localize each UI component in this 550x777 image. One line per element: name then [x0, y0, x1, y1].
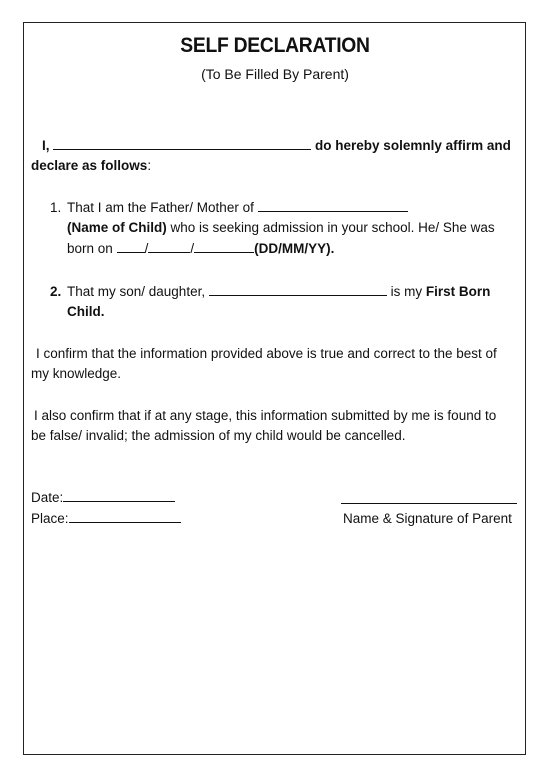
item2-child: Child.: [67, 304, 105, 319]
confirm2-line-2: be false/ invalid; the admission of my child would be cancelled.: [31, 428, 406, 443]
item2-is-my: is my: [390, 284, 423, 299]
dob-month-blank[interactable]: [148, 239, 190, 253]
child-name-blank[interactable]: [258, 198, 408, 212]
date-format-label: (DD/MM/YY).: [254, 241, 335, 256]
place-row: [31, 509, 181, 529]
intro-line-2: [31, 156, 151, 176]
intro-line-1: [42, 136, 511, 156]
child-name-blank-2[interactable]: [209, 282, 387, 296]
signature-label: Name & Signature of Parent: [343, 511, 512, 526]
item1-line-3: [67, 239, 334, 259]
confirm1-line-1: I confirm that the information provided above is true and correct to the best of: [36, 346, 497, 361]
page-border: [23, 22, 526, 755]
item2-prefix: That my son/ daughter,: [67, 284, 206, 299]
date-slash-1: /: [144, 241, 149, 256]
place-blank[interactable]: [69, 509, 181, 523]
date-label: Date:: [31, 490, 64, 505]
place-label: Place:: [31, 511, 69, 526]
item1-number: 1.: [50, 200, 62, 215]
item1-text: That I am the Father/ Mother of: [67, 200, 254, 215]
item1-line-2: [67, 218, 495, 238]
parent-name-blank[interactable]: [53, 136, 311, 150]
first-born-label: First Born: [425, 284, 491, 299]
date-blank[interactable]: [63, 488, 175, 502]
confirm1-line-2: my knowledge.: [31, 366, 122, 381]
item1-line-1: [67, 198, 408, 218]
item2-line-1: [67, 282, 490, 302]
item2-number: 2.: [50, 284, 62, 299]
intro-colon: :: [147, 158, 152, 173]
page-title: SELF DECLARATION: [180, 34, 370, 57]
date-row: [31, 488, 175, 508]
born-on-label: born on: [67, 241, 113, 256]
item1-line2-rest: who is seeking admission in your school. He/ She was: [170, 220, 495, 235]
dob-year-blank[interactable]: [194, 239, 254, 253]
confirm2-line-1: I also confirm that if at any stage, this information submitted by me is found to: [34, 408, 497, 423]
intro-prefix: I,: [42, 138, 50, 153]
date-slash-2: /: [190, 241, 195, 256]
dob-day-blank[interactable]: [117, 239, 145, 253]
page-subtitle: (To Be Filled By Parent): [201, 66, 349, 82]
name-of-child-label: (Name of Child): [67, 220, 167, 235]
signature-line[interactable]: [341, 503, 517, 504]
intro-suffix: do hereby solemnly affirm and: [315, 138, 511, 153]
intro-declare: declare as follows: [31, 158, 148, 173]
